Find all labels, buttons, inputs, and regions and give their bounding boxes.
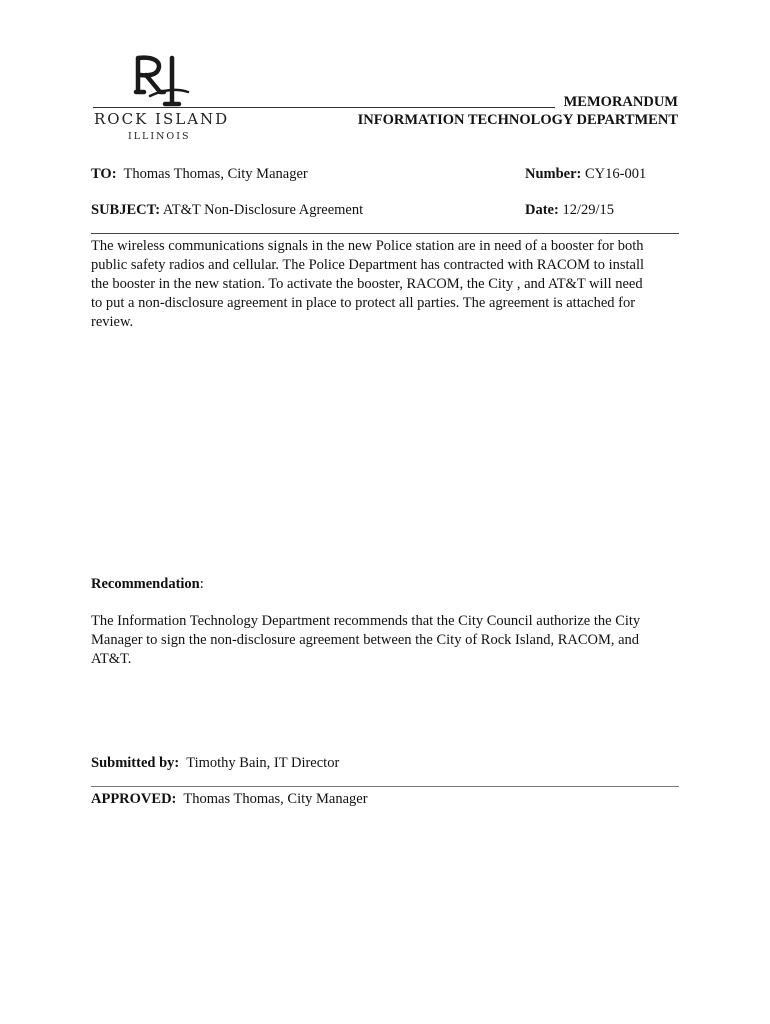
- subject-label: SUBJECT:: [91, 202, 161, 218]
- approved-label: APPROVED:: [91, 791, 177, 807]
- number-field: [525, 166, 646, 183]
- body-line: The wireless communications signals in the new Police station are in need of a booster for both: [91, 238, 644, 254]
- number-value: CY16-001: [585, 166, 647, 182]
- recommendation-colon: :: [199, 576, 204, 592]
- body-line: the booster in the new station. To activate the booster, RACOM, the City , and AT&T will need: [91, 276, 643, 292]
- subject-field: [91, 202, 363, 219]
- section-divider: [91, 233, 679, 234]
- org-state: ILLINOIS: [128, 131, 191, 142]
- date-field: [525, 202, 614, 219]
- city-logo: [90, 52, 240, 144]
- to-label: TO:: [91, 166, 117, 182]
- submitted-by: [91, 755, 339, 772]
- number-label: Number:: [525, 166, 582, 182]
- recommendation-line: The Information Technology Department recommends that the City Council authorize the City: [91, 613, 641, 629]
- submitted-value: Timothy Bain, IT Director: [186, 755, 340, 771]
- body-line: review.: [91, 314, 134, 330]
- signoff-divider: [91, 786, 679, 787]
- memo-body: [91, 237, 681, 332]
- approved-value: Thomas Thomas, City Manager: [183, 791, 368, 807]
- body-line: to put a non-disclosure agreement in place to protect all parties. The agreement is attached for: [91, 295, 636, 311]
- recommendation-body: [91, 612, 681, 669]
- to-value: Thomas Thomas, City Manager: [123, 166, 308, 182]
- recommendation-line: AT&T.: [91, 651, 132, 667]
- department-name: INFORMATION TECHNOLOGY DEPARTMENT: [357, 112, 678, 128]
- submitted-label: Submitted by:: [91, 755, 180, 771]
- date-label: Date:: [525, 202, 559, 218]
- org-name: ROCK ISLAND: [94, 110, 230, 128]
- body-line: public safety radios and cellular. The Police Department has contracted with RACOM to install: [91, 257, 645, 273]
- date-value: 12/29/15: [562, 202, 615, 218]
- approved-by: [91, 791, 368, 808]
- to-field: [91, 166, 308, 183]
- header-rule: [93, 107, 555, 108]
- recommendation-heading: [91, 576, 204, 593]
- recommendation-line: Manager to sign the non-disclosure agreement between the City of Rock Island, RACOM, and: [91, 632, 640, 648]
- subject-value: AT&T Non-Disclosure Agreement: [162, 202, 364, 218]
- memo-title: MEMORANDUM: [563, 94, 678, 110]
- rock-island-logo-mark: [132, 52, 190, 108]
- recommendation-title: Recommendation: [91, 576, 200, 592]
